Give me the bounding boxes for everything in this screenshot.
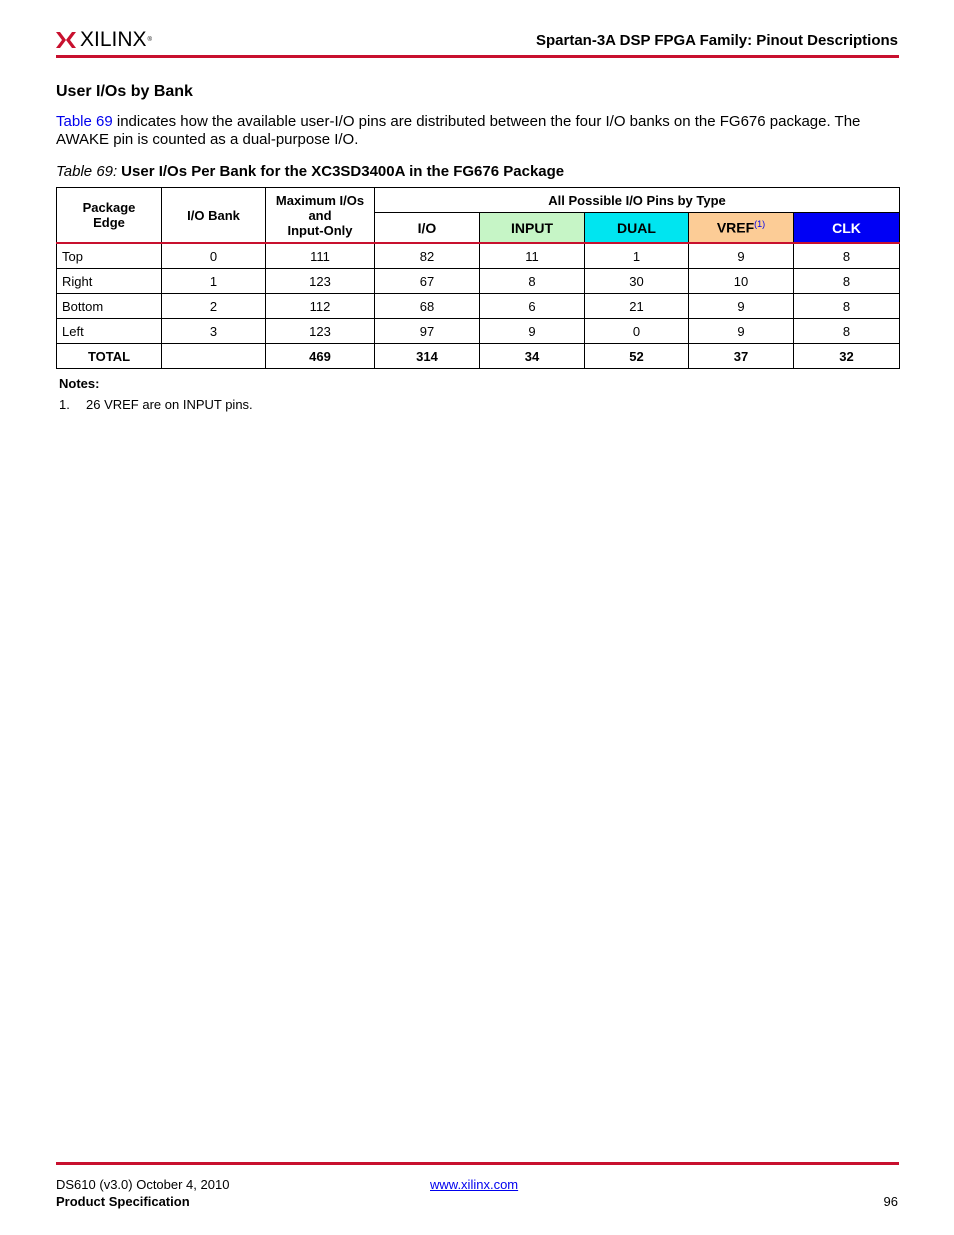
cell-io: 67 [375, 269, 480, 294]
cell-total-dual: 52 [585, 344, 689, 369]
cell-max: 111 [266, 243, 375, 269]
cell-total-max: 469 [266, 344, 375, 369]
xilinx-logo-icon [56, 30, 76, 50]
header-package-edge: Package Edge [57, 188, 162, 244]
vref-note-ref[interactable]: (1) [754, 219, 766, 230]
cell-edge: Right [57, 269, 162, 294]
caption-prefix: Table 69: [56, 163, 118, 180]
cell-clk: 8 [794, 294, 900, 319]
cell-input: 6 [480, 294, 585, 319]
cell-clk: 8 [794, 269, 900, 294]
cell-bank: 2 [162, 294, 266, 319]
note-text: 26 VREF are on INPUT pins. [86, 397, 253, 412]
note-number: 1. [59, 397, 70, 412]
header-clk: CLK [794, 213, 900, 244]
cell-total-io: 314 [375, 344, 480, 369]
table-row [57, 243, 900, 269]
cell-vref: 9 [689, 319, 794, 344]
table-row [57, 294, 900, 319]
cell-total-clk: 32 [794, 344, 900, 369]
cell-bank: 1 [162, 269, 266, 294]
logo-registered-mark: ® [147, 37, 152, 43]
xilinx-logo [56, 28, 152, 52]
cell-vref: 9 [689, 294, 794, 319]
header-title: Spartan-3A DSP FPGA Family: Pinout Descriptions [535, 32, 898, 49]
table-row [57, 319, 900, 344]
intro-paragraph [56, 113, 899, 149]
cell-vref: 9 [689, 243, 794, 269]
cell-edge: Bottom [57, 294, 162, 319]
cell-dual: 0 [585, 319, 689, 344]
cell-edge: Top [57, 243, 162, 269]
cell-bank: 3 [162, 319, 266, 344]
cell-total-bank [162, 344, 266, 369]
header-input: INPUT [480, 213, 585, 244]
cell-clk: 8 [794, 243, 900, 269]
cell-io: 97 [375, 319, 480, 344]
footer-rule [56, 1162, 899, 1165]
caption-title: User I/Os Per Bank for the XC3SD3400A in the FG676 Package [121, 163, 565, 180]
cell-total-vref: 37 [689, 344, 794, 369]
cell-bank: 0 [162, 243, 266, 269]
notes-label: Notes: [59, 376, 100, 391]
cell-edge: Left [57, 319, 162, 344]
table-caption [56, 163, 564, 180]
table-row [57, 269, 900, 294]
header-vref: VREF$^{(1)}$ [689, 213, 794, 244]
cell-max: 112 [266, 294, 375, 319]
cell-io: 68 [375, 294, 480, 319]
cell-max: 123 [266, 319, 375, 344]
cell-max: 123 [266, 269, 375, 294]
cell-clk: 8 [794, 319, 900, 344]
cell-dual: 30 [585, 269, 689, 294]
cell-vref: 10 [689, 269, 794, 294]
section-heading: User I/Os by Bank [56, 83, 193, 100]
total-row [57, 344, 900, 369]
page-number: 96 [883, 1194, 898, 1209]
cell-input: 11 [480, 243, 585, 269]
cell-input: 8 [480, 269, 585, 294]
header-io: I/O [375, 213, 480, 244]
header-dual: DUAL [585, 213, 689, 244]
footer-doc-id: DS610 (v3.0) October 4, 2010 [56, 1177, 230, 1192]
cell-total-input: 34 [480, 344, 585, 369]
user-io-bank-table [56, 187, 900, 369]
header-rule [56, 55, 899, 58]
footer-spec: Product Specification [56, 1194, 190, 1209]
header-io-bank: I/O Bank [162, 188, 266, 244]
header-max-ios: Maximum I/Os and Input-Only [266, 188, 375, 244]
cell-dual: 1 [585, 243, 689, 269]
note-item [59, 397, 253, 412]
cell-input: 9 [480, 319, 585, 344]
cell-total-label: TOTAL [57, 344, 162, 369]
cell-io: 82 [375, 243, 480, 269]
cell-dual: 21 [585, 294, 689, 319]
footer-url-link[interactable]: www.xilinx.com [430, 1177, 519, 1192]
table-69-link[interactable]: Table 69 [56, 113, 113, 130]
logo-text: XILINX [80, 28, 147, 51]
header-all-pins-group: All Possible I/O Pins by Type [375, 188, 900, 213]
intro-text: indicates how the available user-I/O pins are distributed between the four I/O banks on the FG676 package. The AWAKE pin is counted as a dual-purpose I/O. [56, 113, 861, 148]
